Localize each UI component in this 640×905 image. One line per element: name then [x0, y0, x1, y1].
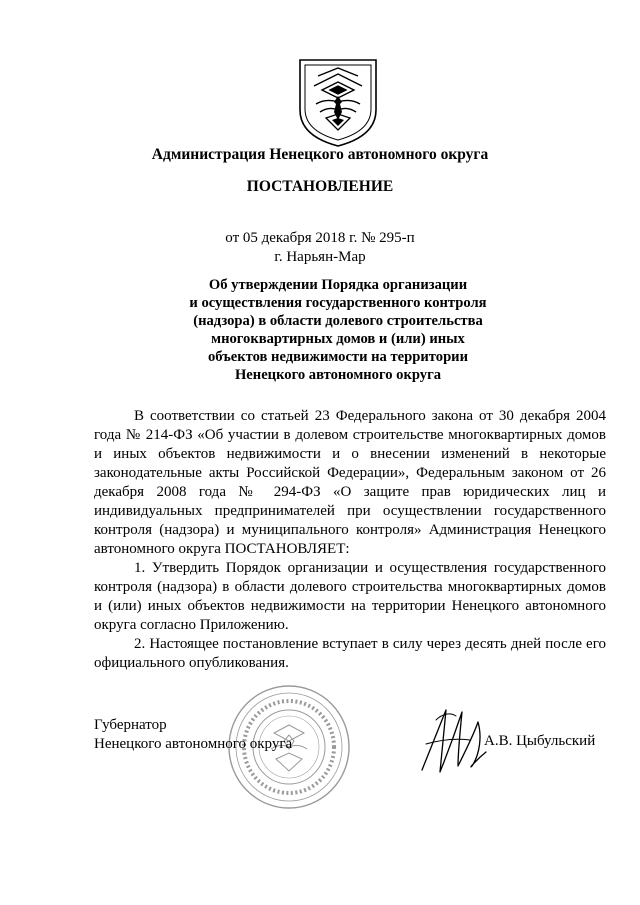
document-title [150, 276, 526, 384]
organization-name: Администрация Ненецкого автономного округа [151, 146, 489, 163]
document-type: ПОСТАНОВЛЕНИЕ [246, 178, 394, 195]
title-line: многоквартирных домов и (или) иных [211, 331, 465, 347]
document-date-number: от 05 декабря 2018 г. № 295-п [225, 230, 415, 246]
signer-name: А.В. Цыбульский [484, 733, 596, 749]
title-line: (надзора) в области долевого строительства [193, 313, 483, 329]
title-line: Об утверждении Порядка организации [208, 277, 468, 293]
title-line: и осуществления государственного контроля [189, 295, 487, 311]
document-city: г. Нарьян-Мар [274, 249, 366, 265]
item-2-paragraph: 2. Настоящее постановление вступает в силу через десять дней после его официального опубликования. [94, 636, 606, 671]
document-body [94, 407, 606, 673]
coat-of-arms-icon [296, 56, 380, 148]
preamble-paragraph: В соответствии со статьей 23 Федерального закона от 30 декабря 2004 года № 214-ФЗ «Об участии в долевом строительстве многоквартирных домов и иных объектов недвижимости и о внесении изменений в некоторые законодательные акты Российской Федерации», Федеральным законом от 26 декабря 2008 года № 294-ФЗ «О защите прав юридических лиц и индивидуальных предпринимателей при осуществлении государственного контроля (надзора) и муниципального контроля» Администрация Ненецкого автономного округа ПОСТАНОВЛЯЕТ: [94, 408, 606, 557]
position-region: Ненецкого автономного округа [94, 736, 293, 752]
title-line: Ненецкого автономного округа [234, 367, 442, 383]
title-line: объектов недвижимости на территории [207, 349, 468, 365]
governor-position [94, 716, 292, 754]
position-title: Губернатор [94, 717, 167, 733]
item-1-paragraph: 1. Утвердить Порядок организации и осуществления государственного контроля (надзора) в области долевого строительства многоквартирных домов и (или) иных объектов недвижимости на территории Ненецкого автономного округа согласно Приложению. [94, 560, 606, 633]
